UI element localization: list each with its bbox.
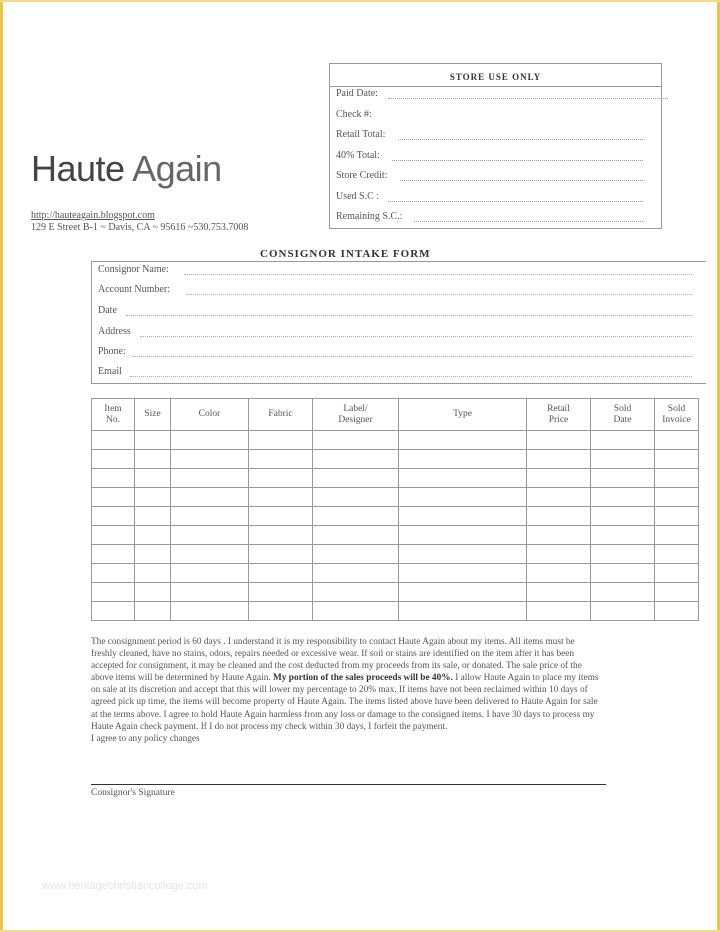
table-cell[interactable] bbox=[591, 526, 655, 545]
table-cell[interactable] bbox=[527, 469, 591, 488]
column-header-text: Retail bbox=[547, 403, 570, 414]
table-row bbox=[92, 450, 699, 469]
table-cell[interactable] bbox=[171, 564, 249, 583]
table-cell[interactable] bbox=[313, 526, 399, 545]
table-cell[interactable] bbox=[313, 564, 399, 583]
column-header bbox=[399, 399, 527, 431]
table-cell[interactable] bbox=[92, 564, 135, 583]
table-cell[interactable] bbox=[135, 526, 171, 545]
table-row bbox=[92, 507, 699, 526]
remaining-sc-line[interactable] bbox=[414, 221, 643, 222]
table-cell[interactable] bbox=[249, 450, 313, 469]
table-row bbox=[92, 526, 699, 545]
date-label: Date bbox=[98, 305, 117, 316]
table-cell[interactable] bbox=[399, 488, 527, 507]
column-header-text: Sold bbox=[667, 403, 686, 414]
table-cell[interactable] bbox=[171, 545, 249, 564]
table-cell[interactable] bbox=[591, 450, 655, 469]
table-cell[interactable] bbox=[92, 450, 135, 469]
table-cell[interactable] bbox=[313, 507, 399, 526]
table-cell[interactable] bbox=[399, 583, 527, 602]
terms-paragraph bbox=[91, 636, 601, 745]
table-row bbox=[92, 602, 699, 621]
table-cell[interactable] bbox=[655, 526, 699, 545]
table-cell[interactable] bbox=[249, 564, 313, 583]
form-title: CONSIGNOR INTAKE FORM bbox=[260, 248, 431, 260]
table-cell[interactable] bbox=[135, 583, 171, 602]
table-cell[interactable] bbox=[655, 469, 699, 488]
table-cell[interactable] bbox=[171, 526, 249, 545]
paid-date-line[interactable] bbox=[388, 98, 668, 99]
table-cell[interactable] bbox=[171, 602, 249, 621]
table-cell[interactable] bbox=[591, 583, 655, 602]
table-cell[interactable] bbox=[399, 507, 527, 526]
column-header-text: Color bbox=[198, 409, 221, 419]
table-cell[interactable] bbox=[591, 469, 655, 488]
table-body bbox=[92, 431, 699, 621]
column-header-text: No. bbox=[106, 414, 120, 425]
table-cell[interactable] bbox=[92, 469, 135, 488]
store-use-only-box bbox=[329, 63, 662, 229]
page-border-top bbox=[0, 0, 720, 2]
table-cell[interactable] bbox=[655, 564, 699, 583]
consignor-name-label: Consignor Name: bbox=[98, 264, 169, 275]
signature-line[interactable] bbox=[91, 784, 606, 785]
table-cell[interactable] bbox=[135, 469, 171, 488]
table-cell[interactable] bbox=[135, 431, 171, 450]
table-cell[interactable] bbox=[171, 469, 249, 488]
table-cell[interactable] bbox=[249, 526, 313, 545]
table-cell[interactable] bbox=[655, 450, 699, 469]
table-cell[interactable] bbox=[92, 431, 135, 450]
terms-bold-proceeds: My portion of the sales proceeds will be 40%. bbox=[273, 673, 453, 684]
table-cell[interactable] bbox=[313, 431, 399, 450]
table-cell[interactable] bbox=[92, 507, 135, 526]
blog-link[interactable]: http://hauteagain.blogspot.com bbox=[31, 210, 155, 221]
table-cell[interactable] bbox=[655, 545, 699, 564]
consignor-info-box bbox=[91, 261, 706, 384]
column-header bbox=[591, 399, 655, 431]
column-header-text: Date bbox=[613, 414, 632, 425]
table-cell[interactable] bbox=[249, 583, 313, 602]
table-cell[interactable] bbox=[399, 545, 527, 564]
table-cell[interactable] bbox=[135, 602, 171, 621]
address-line[interactable] bbox=[140, 336, 692, 337]
column-header bbox=[92, 399, 135, 431]
column-header bbox=[249, 399, 313, 431]
column-header bbox=[135, 399, 171, 431]
forty-percent-total-label: 40% Total: bbox=[336, 150, 380, 161]
email-line[interactable] bbox=[130, 376, 692, 377]
store-credit-line[interactable] bbox=[400, 180, 643, 181]
table-cell[interactable] bbox=[655, 488, 699, 507]
check-number-label: Check #: bbox=[336, 109, 372, 120]
table-cell[interactable] bbox=[249, 545, 313, 564]
table-cell[interactable] bbox=[527, 526, 591, 545]
table-cell[interactable] bbox=[92, 545, 135, 564]
column-header-text: Label/ bbox=[343, 403, 368, 414]
table-cell[interactable] bbox=[171, 488, 249, 507]
column-header bbox=[171, 399, 249, 431]
terms-policy-line: I agree to any policy changes bbox=[91, 733, 200, 744]
table-cell[interactable] bbox=[399, 526, 527, 545]
table-row bbox=[92, 469, 699, 488]
table-row bbox=[92, 488, 699, 507]
table-cell[interactable] bbox=[92, 583, 135, 602]
retail-total-line[interactable] bbox=[398, 139, 643, 140]
table-cell[interactable] bbox=[135, 507, 171, 526]
forty-percent-total-line[interactable] bbox=[392, 160, 643, 161]
table-cell[interactable] bbox=[135, 564, 171, 583]
table-cell[interactable] bbox=[399, 564, 527, 583]
store-box-title: STORE USE ONLY bbox=[449, 72, 542, 82]
consignor-name-line[interactable] bbox=[184, 274, 692, 275]
table-cell[interactable] bbox=[249, 488, 313, 507]
table-cell[interactable] bbox=[171, 431, 249, 450]
table-cell[interactable] bbox=[591, 602, 655, 621]
haute-again-logo bbox=[31, 148, 222, 190]
table-cell[interactable] bbox=[249, 507, 313, 526]
table-cell[interactable] bbox=[313, 488, 399, 507]
table-cell[interactable] bbox=[92, 526, 135, 545]
table-cell[interactable] bbox=[399, 450, 527, 469]
table-cell[interactable] bbox=[655, 583, 699, 602]
page-border-left bbox=[0, 0, 3, 932]
paid-date-label: Paid Date: bbox=[336, 88, 378, 99]
email-label: Email bbox=[98, 366, 122, 377]
table-cell[interactable] bbox=[527, 583, 591, 602]
phone-label: Phone: bbox=[98, 346, 126, 357]
table-cell[interactable] bbox=[135, 450, 171, 469]
column-header bbox=[655, 399, 699, 431]
column-header-text: Size bbox=[144, 409, 161, 419]
table-row bbox=[92, 545, 699, 564]
logo-word-again: Again bbox=[132, 148, 222, 189]
signature-label: Consignor's Signature bbox=[91, 788, 175, 798]
table-cell[interactable] bbox=[591, 545, 655, 564]
table-cell[interactable] bbox=[313, 602, 399, 621]
table-cell[interactable] bbox=[249, 431, 313, 450]
table-cell[interactable] bbox=[655, 602, 699, 621]
table-cell[interactable] bbox=[249, 469, 313, 488]
terms-text-2: I allow Haute Again to place my items on sale at its discretion and accept that this will lower my percentage to 20% max. If items have not been reclaimed within 10 days of agreed pick up time, the items will become property of Haute Again. The items listed above have been delivered to Haute Again for sale at the terms above. I agree to hold Haute Again harmless from any loss or damage to the consigned items. I have 30 days to process my Haute Again check payment. If I do not process my check within 30 days, I forfeit the payment. bbox=[91, 673, 599, 732]
table-cell[interactable] bbox=[527, 488, 591, 507]
table-cell[interactable] bbox=[527, 431, 591, 450]
table-cell[interactable] bbox=[171, 507, 249, 526]
table-cell[interactable] bbox=[399, 469, 527, 488]
column-header-text: Designer bbox=[338, 414, 373, 425]
used-sc-label: Used S.C : bbox=[336, 191, 380, 202]
table-cell[interactable] bbox=[655, 507, 699, 526]
table-cell[interactable] bbox=[92, 488, 135, 507]
column-header-text: Invoice bbox=[662, 414, 691, 425]
table-cell[interactable] bbox=[399, 431, 527, 450]
column-header bbox=[527, 399, 591, 431]
table-cell[interactable] bbox=[591, 507, 655, 526]
table-cell[interactable] bbox=[171, 583, 249, 602]
watermark-text: www.heritagechristiancollege.com bbox=[42, 880, 208, 892]
items-table bbox=[91, 398, 699, 621]
table-cell[interactable] bbox=[527, 450, 591, 469]
table-cell[interactable] bbox=[171, 450, 249, 469]
table-cell[interactable] bbox=[527, 545, 591, 564]
table-cell[interactable] bbox=[655, 431, 699, 450]
phone-line[interactable] bbox=[132, 356, 692, 357]
table-cell[interactable] bbox=[527, 507, 591, 526]
table-cell[interactable] bbox=[591, 431, 655, 450]
address-label: Address bbox=[98, 326, 131, 337]
account-number-label: Account Number: bbox=[98, 284, 170, 295]
table-cell[interactable] bbox=[313, 450, 399, 469]
column-header-text: Item bbox=[104, 403, 122, 414]
date-line[interactable] bbox=[126, 315, 692, 316]
column-header bbox=[313, 399, 399, 431]
table-cell[interactable] bbox=[92, 602, 135, 621]
table-cell[interactable] bbox=[249, 602, 313, 621]
table-row bbox=[92, 564, 699, 583]
table-cell[interactable] bbox=[527, 602, 591, 621]
column-header-text: Type bbox=[453, 409, 472, 419]
table-row bbox=[92, 431, 699, 450]
table-cell[interactable] bbox=[527, 564, 591, 583]
table-cell[interactable] bbox=[135, 488, 171, 507]
terms-text-1: The consignment period is 60 days . I understand it is my responsibility to contact Haute Again about my items. All items must be freshly cleaned, have no stains, odors, repairs needed or excessive wear. If soil or stains are identified on the item after it has been accepted for consignment, it may be cleaned and the cost deducted from my proceeds from its sale, or donated. The sale price of the above items will be determined by Haute Again. bbox=[91, 637, 582, 684]
logo-word-haute: Haute bbox=[31, 148, 125, 189]
table-cell[interactable] bbox=[591, 564, 655, 583]
store-credit-label: Store Credit: bbox=[336, 170, 388, 181]
table-cell[interactable] bbox=[313, 469, 399, 488]
remaining-sc-label: Remaining S.C.: bbox=[336, 211, 403, 222]
store-box-divider bbox=[330, 86, 661, 87]
table-cell[interactable] bbox=[591, 488, 655, 507]
table-cell[interactable] bbox=[135, 545, 171, 564]
account-number-line[interactable] bbox=[186, 294, 692, 295]
column-header-text: Price bbox=[548, 414, 569, 425]
column-header-text: Fabric bbox=[268, 409, 293, 419]
retail-total-label: Retail Total: bbox=[336, 129, 386, 140]
table-cell[interactable] bbox=[313, 545, 399, 564]
used-sc-line[interactable] bbox=[388, 201, 643, 202]
store-address: 129 E Street B-1 ~ Davis, CA ~ 95616 ~530.753.7008 bbox=[31, 222, 249, 233]
table-cell[interactable] bbox=[313, 583, 399, 602]
table-cell[interactable] bbox=[399, 602, 527, 621]
table-header-row bbox=[92, 399, 699, 431]
table-row bbox=[92, 583, 699, 602]
column-header-text: Sold bbox=[613, 403, 632, 414]
